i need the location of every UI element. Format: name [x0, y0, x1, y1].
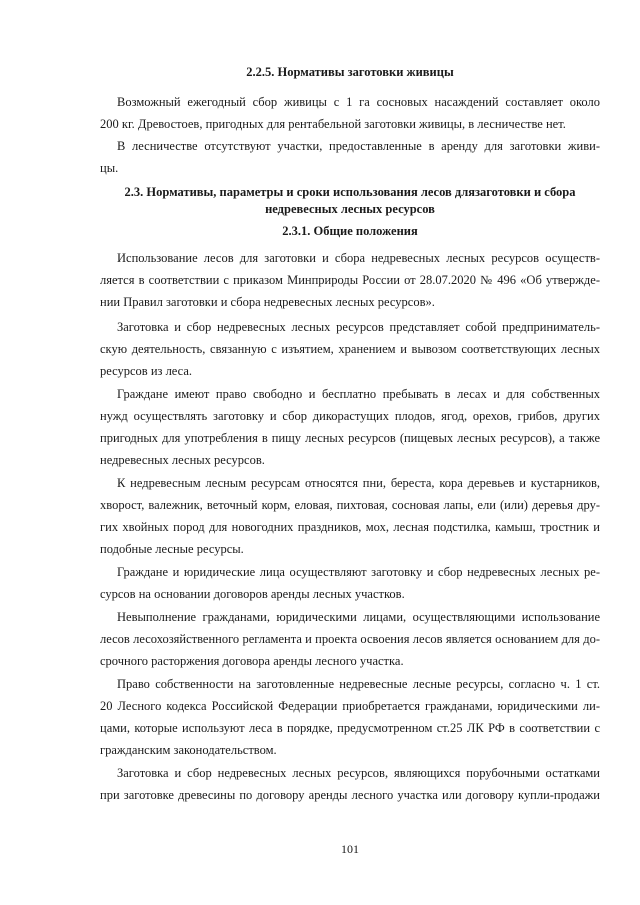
- paragraph-line: 20 Лесного кодекса Российской Федерации приобретается гражданами, юридическими ли-: [100, 699, 600, 713]
- paragraph-line: ляется в соответствии с приказом Минприроды России от 28.07.2020 № 496 «Об утвержде-: [100, 273, 600, 287]
- section-heading-2-3-1: 2.3.1. Общие положения: [282, 224, 418, 238]
- paragraph-line: цами, которые используют леса в порядке, предусмотренном ст.25 ЛК РФ в соответствии с: [100, 721, 600, 735]
- paragraph-line: Граждане имеют право свободно и бесплатно пребывать в лесах и для собственных: [117, 387, 600, 401]
- paragraph-line: Возможный ежегодный сбор живицы с 1 га сосновых насаждений составляет около: [117, 95, 600, 109]
- paragraph-line: В лесничестве отсутствуют участки, предоставленные в аренду для заготовки живи-: [117, 139, 600, 153]
- paragraph-line: Заготовка и сбор недревесных лесных ресурсов, являющихся порубочными остатками: [117, 766, 600, 780]
- paragraph-line: Граждане и юридические лица осуществляют заготовку и сбор недревесных лесных ре-: [117, 565, 600, 579]
- paragraph-line: К недревесным лесным ресурсам относятся пни, береста, кора деревьев и кустарников,: [117, 476, 600, 490]
- paragraph-line: срочного расторжения договора аренды лесного участка.: [100, 654, 404, 668]
- paragraph-line: лесов лесохозяйственного регламента и проекта освоения лесов является основанием для до-: [100, 632, 600, 646]
- paragraph-line: при заготовке древесины по договору аренды лесного участка или договору купли-продажи: [100, 788, 600, 802]
- paragraph-line: подобные лесные ресурсы.: [100, 542, 244, 556]
- section-heading-2-3-line2: недревесных лесных ресурсов: [265, 202, 435, 216]
- paragraph-line: Использование лесов для заготовки и сбора недревесных лесных ресурсов осуществ-: [117, 251, 600, 265]
- paragraph-line: пригодных для употребления в пищу лесных ресурсов (пищевых лесных ресурсов), а также: [100, 431, 600, 445]
- paragraph-line: цы.: [100, 161, 119, 175]
- paragraph-line: нии Правил заготовки и сбора недревесных лесных ресурсов».: [100, 295, 435, 309]
- paragraph-line: хворост, валежник, веточный корм, еловая, пихтовая, сосновая лапы, ели (или) деревья дру-: [100, 498, 600, 512]
- paragraph-line: 200 кг. Древостоев, пригодных для рентабельной заготовки живицы, в лесничестве нет.: [100, 117, 566, 131]
- page-number: 101: [341, 842, 359, 856]
- paragraph-line: сурсов на основании договоров аренды лесных участков.: [100, 587, 405, 601]
- section-heading-2-2-5: 2.2.5. Нормативы заготовки живицы: [246, 65, 454, 79]
- paragraph-line: Заготовка и сбор недревесных лесных ресурсов представляет собой предприниматель-: [117, 320, 600, 334]
- paragraph-line: Невыполнение гражданами, юридическими лицами, осуществляющими использование: [117, 610, 600, 624]
- paragraph-line: нужд осуществлять заготовку и сбор дикорастущих плодов, ягод, орехов, грибов, других: [100, 409, 600, 423]
- paragraph-line: гражданским законодательством.: [100, 743, 277, 757]
- section-heading-2-3-line1: 2.3. Нормативы, параметры и сроки использования лесов длязаготовки и сбора: [124, 185, 576, 199]
- paragraph-line: гих хвойных пород для новогодних праздников, мох, лесная подстилка, камыш, тростник и: [100, 520, 600, 534]
- paragraph-line: ресурсов из леса.: [100, 364, 193, 378]
- paragraph-line: Право собственности на заготовленные недревесные лесные ресурсы, согласно ч. 1 ст.: [117, 677, 600, 691]
- paragraph-line: скую деятельность, связанную с изъятием, хранением и вывозом соответствующих лесных: [100, 342, 600, 356]
- paragraph-line: недревесных лесных ресурсов.: [100, 453, 265, 467]
